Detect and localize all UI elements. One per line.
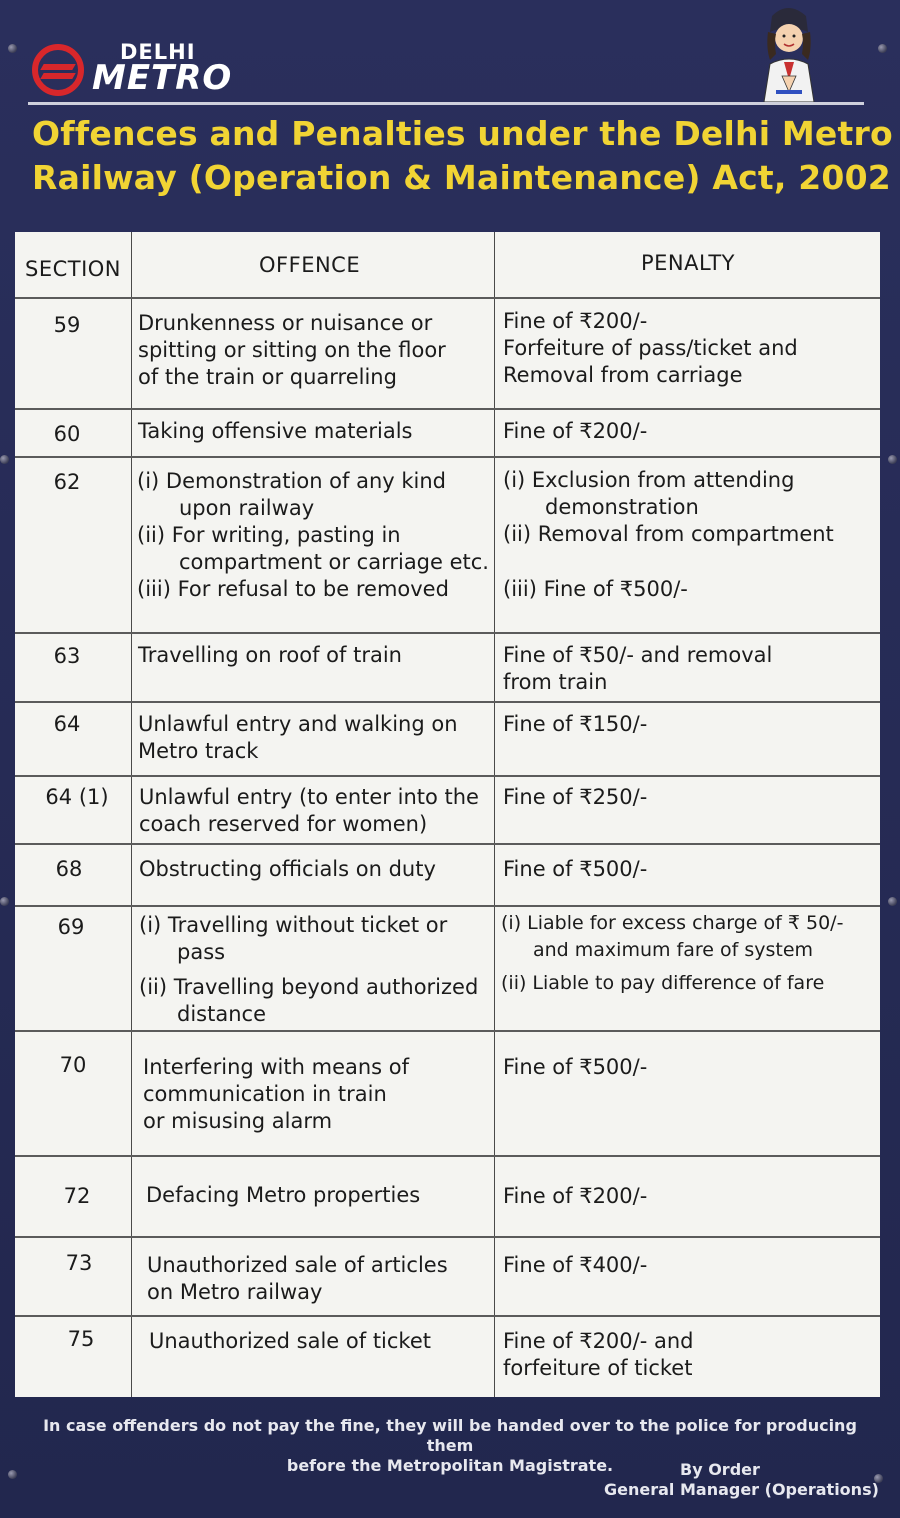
section-number: 70 [59,1053,87,1077]
row-divider [15,297,880,299]
by-order: By Order [680,1460,760,1479]
section-number: 64 (1) [45,785,109,809]
row-divider [15,456,880,458]
column-divider [131,232,132,1397]
offence-text: Drunkenness or nuisance or spitting or sitting on the floor of the train or quarreling [138,311,446,389]
column-divider [494,232,495,1397]
section-number: 72 [63,1184,91,1208]
penalty-text: Fine of ₹50/- and removal from train [503,643,773,694]
offence-text: Unlawful entry and walking on Metro track [138,712,458,763]
row-divider [15,775,880,777]
screw-icon [888,455,897,464]
screw-icon [878,44,887,53]
logo-line2: METRO [92,58,233,98]
section-number: 59 [53,313,81,337]
offence-text: Defacing Metro properties [146,1183,421,1207]
title-line1: Offences and Penalties under the Delhi Metro [32,114,893,153]
signatory: General Manager (Operations) [604,1480,879,1499]
row-divider [15,1030,880,1032]
header-section: SECTION [25,257,122,281]
row-divider [15,632,880,634]
section-number: 68 [55,857,83,881]
penalty-table [15,232,880,1397]
offence-text: Interfering with means of communication in train or misusing alarm [143,1055,410,1133]
penalty-text: Fine of ₹200/- [503,1184,648,1208]
delhi-metro-logo [32,40,252,102]
penalty-text: Fine of ₹150/- [503,712,648,736]
penalty-text: (i) Exclusion from attending demonstration (ii) Removal from compartment (iii) Fine of ₹500/- [503,468,834,601]
metro-logo-icon [32,44,84,96]
offence-text: (i) Travelling without ticket or pass (ii) Travelling beyond authorized distance [139,913,479,1026]
offence-text: Unauthorized sale of articles on Metro railway [147,1253,448,1304]
header-penalty: PENALTY [641,251,735,275]
section-number: 64 [53,712,81,736]
section-number: 73 [65,1251,93,1275]
penalty-text: Fine of ₹500/- [503,1055,648,1079]
row-divider [15,408,880,410]
header-divider [28,102,864,105]
row-divider [15,1155,880,1157]
screw-icon [8,1470,17,1479]
footer-note-line2: before the Metropolitan Magistrate. [286,1456,614,1475]
offence-text: (i) Demonstration of any kind upon railway (ii) For writing, pasting in compartment or carriage etc. (iii) For refusal to be removed [137,469,489,601]
screw-icon [0,897,9,906]
penalty-text: (i) Liable for excess charge of ₹ 50/- and maximum fare of system (ii) Liable to pay difference of fare [501,912,844,994]
offence-text: Travelling on roof of train [138,643,402,667]
footer-note-line1: In case offenders do not pay the fine, they will be handed over to the police for producing them [43,1416,857,1455]
section-number: 62 [53,470,81,494]
row-divider [15,843,880,845]
penalty-text: Fine of ₹400/- [503,1253,648,1277]
screw-icon [888,897,897,906]
offence-text: Obstructing officials on duty [139,857,436,881]
screw-icon [8,44,17,53]
penalty-text: Fine of ₹200/- and forfeiture of ticket [503,1329,694,1380]
offence-text: Unauthorized sale of ticket [149,1329,432,1353]
mascot-icon [752,4,824,104]
offence-text: Taking offensive materials [138,419,413,443]
title-line2: Railway (Operation & Maintenance) Act, 2002 [32,158,891,197]
penalty-text: Fine of ₹250/- [503,785,648,809]
notice-title [32,112,893,200]
section-number: 60 [53,422,81,446]
row-divider [15,1236,880,1238]
offence-text: Unlawful entry (to enter into the coach reserved for women) [139,785,479,836]
row-divider [15,701,880,703]
logo-line1: DELHI [120,40,196,64]
penalty-text: Fine of ₹500/- [503,857,648,881]
section-number: 75 [67,1327,95,1351]
penalty-text: Fine of ₹200/- Forfeiture of pass/ticket and Removal from carriage [503,309,798,387]
screw-icon [0,455,9,464]
header-offence: OFFENCE [259,253,361,277]
section-number: 63 [53,644,81,668]
row-divider [15,1315,880,1317]
penalty-text: Fine of ₹200/- [503,419,648,443]
row-divider [15,905,880,907]
section-number: 69 [57,915,85,939]
